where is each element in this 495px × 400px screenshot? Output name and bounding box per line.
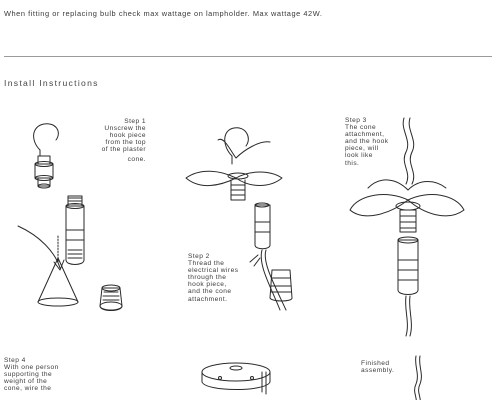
step-3-line: this. — [345, 159, 360, 167]
step-2-line: and the cone — [188, 288, 232, 296]
step-3-line: attachment, — [345, 131, 385, 139]
step-1-text — [62, 118, 146, 164]
step-1-line: Unscrew the — [104, 125, 146, 133]
step-4-text — [4, 357, 84, 392]
section-title: Install Instructions — [4, 78, 99, 88]
step-4-line: weight of the — [4, 378, 48, 386]
step-2-line: attachment. — [188, 295, 228, 303]
step-2-line: hook piece, — [188, 281, 227, 289]
step-3-text — [345, 117, 415, 167]
step-2-line: Thread the — [188, 260, 225, 268]
step-2-line: Step 2 — [188, 253, 210, 260]
step-4-line: With one person — [4, 364, 59, 372]
step-4-line: cone, wire the — [4, 385, 52, 393]
step-3-line: piece, will — [345, 145, 379, 153]
finished-line: assembly. — [361, 367, 395, 375]
step-4-line: Step 4 — [4, 357, 26, 364]
finished-line: Finished — [361, 360, 390, 367]
divider-line — [4, 56, 492, 57]
step-3-line: Step 3 — [345, 117, 367, 124]
finished-text — [361, 360, 421, 374]
step-1-line: Step 1 — [124, 118, 146, 125]
step-1-line: from the top — [105, 139, 146, 147]
step-4-line: supporting the — [4, 371, 53, 379]
step-1-line: of the plaster — [101, 146, 146, 154]
wattage-notice: When fitting or replacing bulb check max wattage on lampholder. Max wattage 42W. — [4, 9, 323, 18]
step-1-line: cone. — [127, 156, 146, 164]
step-3-line: The cone — [345, 124, 377, 132]
step-2-text — [188, 253, 278, 303]
step-2-line: through the — [188, 274, 227, 282]
step-2-line: electrical wires — [188, 267, 239, 275]
step-1-line: hook piece — [109, 132, 146, 140]
step-3-line: and the hook — [345, 138, 389, 146]
step-3-line: look like — [345, 152, 373, 160]
